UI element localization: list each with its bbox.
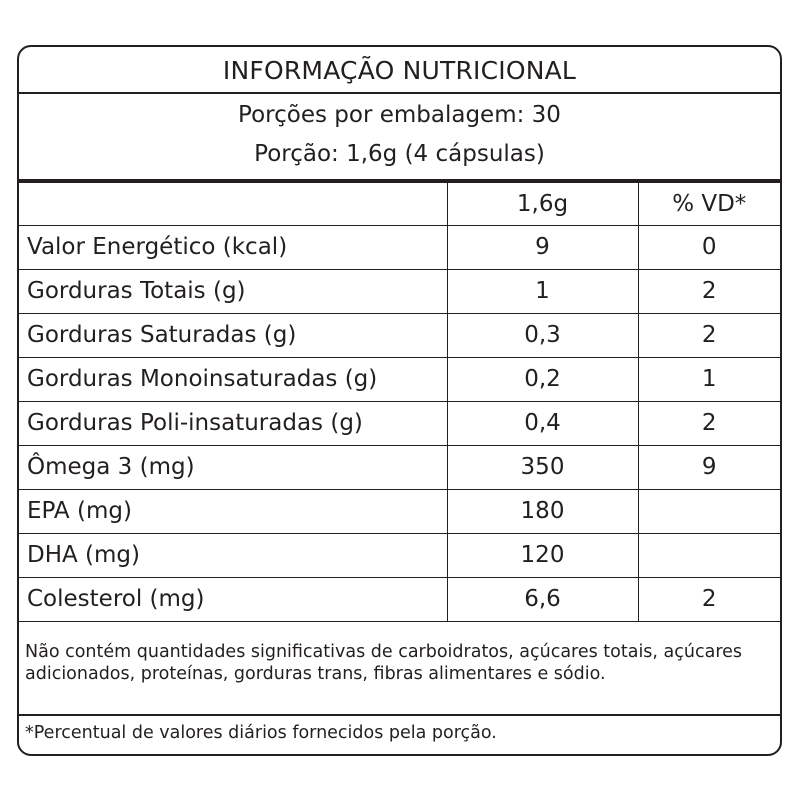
table-row-total-fat bbox=[19, 269, 780, 313]
table-row-omega3 bbox=[19, 445, 780, 489]
serving-size: Porção: 1,6g (4 cápsulas) bbox=[254, 141, 545, 167]
row-daily-value: 9 bbox=[638, 445, 780, 489]
table-row-saturated-fat bbox=[19, 313, 780, 357]
table-row-monounsaturated-fat bbox=[19, 357, 780, 401]
daily-value-footnote: *Percentual de valores diários fornecidos pela porção. bbox=[25, 723, 497, 743]
row-name: Gorduras Saturadas (g) bbox=[19, 313, 447, 357]
row-daily-value: 2 bbox=[638, 269, 780, 313]
row-name: EPA (mg) bbox=[19, 489, 447, 533]
row-amount: 1 bbox=[447, 269, 638, 313]
table-row-dha bbox=[19, 533, 780, 577]
row-daily-value bbox=[638, 489, 780, 533]
table-row-energy bbox=[19, 225, 780, 269]
row-amount: 120 bbox=[447, 533, 638, 577]
header-name-cell bbox=[19, 183, 447, 225]
nutrition-facts-panel bbox=[17, 45, 782, 756]
row-amount: 9 bbox=[447, 225, 638, 269]
row-name: Gorduras Poli-insaturadas (g) bbox=[19, 401, 447, 445]
header-daily-value-cell: % VD* bbox=[638, 183, 780, 225]
row-amount: 0,4 bbox=[447, 401, 638, 445]
row-name: Valor Energético (kcal) bbox=[19, 225, 447, 269]
row-name: Gorduras Totais (g) bbox=[19, 269, 447, 313]
note-divider bbox=[19, 714, 780, 716]
row-amount: 0,2 bbox=[447, 357, 638, 401]
row-amount: 6,6 bbox=[447, 577, 638, 621]
label-title: INFORMAÇÃO NUTRICIONAL bbox=[19, 47, 780, 94]
row-daily-value: 1 bbox=[638, 357, 780, 401]
row-daily-value: 2 bbox=[638, 577, 780, 621]
row-name: Colesterol (mg) bbox=[19, 577, 447, 621]
row-name: Gorduras Monoinsaturadas (g) bbox=[19, 357, 447, 401]
not-significant-note: Não contém quantidades significativas de carboidratos, açúcares totais, açúcares adicionados, proteínas, gorduras trans, fibras alimentares e sódio. bbox=[25, 642, 743, 684]
table-header-row bbox=[19, 183, 780, 225]
row-daily-value: 2 bbox=[638, 313, 780, 357]
row-name: DHA (mg) bbox=[19, 533, 447, 577]
servings-per-package: Porções por embalagem: 30 bbox=[238, 102, 561, 128]
row-name: Ômega 3 (mg) bbox=[19, 445, 447, 489]
row-amount: 180 bbox=[447, 489, 638, 533]
table-row-epa bbox=[19, 489, 780, 533]
table-row-cholesterol bbox=[19, 577, 780, 621]
row-daily-value: 2 bbox=[638, 401, 780, 445]
row-daily-value bbox=[638, 533, 780, 577]
nutrition-table bbox=[19, 183, 780, 622]
row-amount: 350 bbox=[447, 445, 638, 489]
table-row-polyunsaturated-fat bbox=[19, 401, 780, 445]
row-amount: 0,3 bbox=[447, 313, 638, 357]
row-daily-value: 0 bbox=[638, 225, 780, 269]
header-amount-cell: 1,6g bbox=[447, 183, 638, 225]
